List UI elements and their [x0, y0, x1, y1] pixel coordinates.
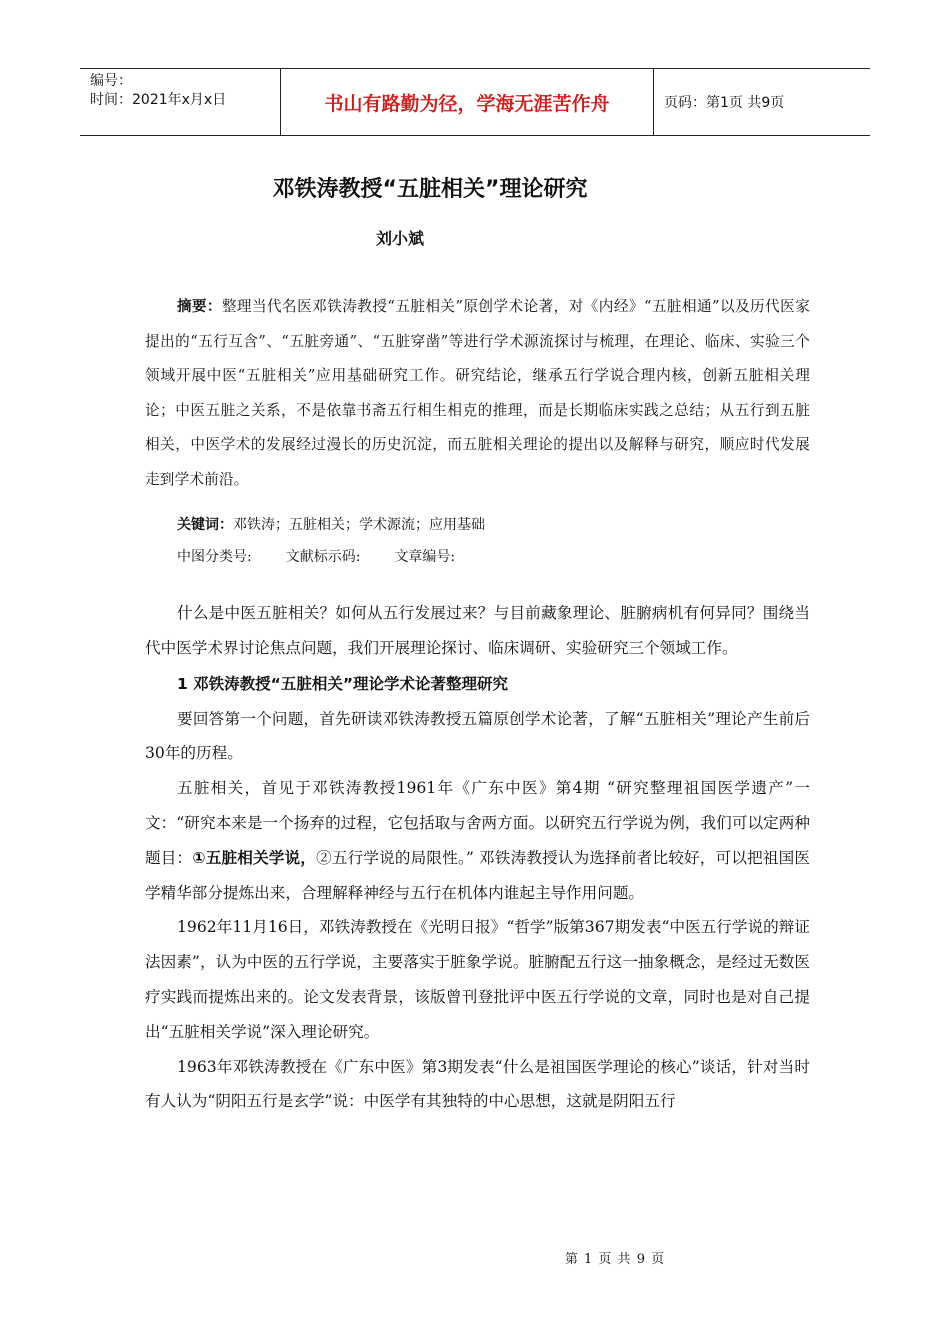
keywords-line [177, 514, 485, 534]
header-table [80, 68, 870, 136]
paragraph: 1963年邓铁涛教授在《广东中医》第3期发表“什么是祖国医学理论的核心”谈话，针对当时有人认为“阴阳五行是玄学”说：中医学有其独特的中心思想，这就是阴阳五行 [145, 1057, 810, 1111]
serial-label: 编号： [90, 73, 132, 89]
header-page-info: 页码：第1页 共9页 [664, 95, 785, 111]
classification-line [177, 546, 489, 566]
page-footer: 第 1 页 共 9 页 [564, 1252, 666, 1267]
paragraph: 1962年11月16日，邓铁涛教授在《光明日报》“哲学”版第367期发表“中医五行学说的辩证法因素”，认为中医的五行学说，主要落实于脏象学说。脏腑配五行这一抽象概念，是经过无数医疗实践而提炼出来的。论文发表背景，该版曾刊登批评中医五行学说的文章，同时也是对自己提出“五脏相关学说”深入理论研究。 [145, 918, 810, 1041]
article-no-label: 文章编号: [394, 549, 456, 565]
keywords-text: 邓铁涛；五脏相关；学术源流；应用基础 [233, 517, 485, 533]
header-meta-cell [80, 69, 280, 135]
abstract-label: 摘要： [177, 299, 222, 315]
paragraph [145, 771, 810, 910]
clc-label: 中图分类号: [177, 549, 252, 565]
header-motto: 书山有路勤为径，学海无涯苦作舟 [280, 69, 654, 135]
document-title: 邓铁涛教授“五脏相关”理论研究 [272, 177, 588, 202]
bold-phrase: ①五脏相关学说， [192, 848, 317, 867]
abstract-block [145, 290, 810, 497]
intro-paragraph: 什么是中医五脏相关？如何从五行发展过来？与目前藏象理论、脏腑病机有何异同？围绕当代中医学术界讨论焦点问题，我们开展理论探讨、临床调研、实验研究三个领域工作。 [145, 604, 810, 657]
keywords-label: 关键词： [177, 517, 233, 533]
paragraph-text: 五脏相关，首见于邓铁涛教授1961年《广东中医》第4期 “研究整理祖国医学遗产”一文：“研究本来是一个扬弃的过程，它包括取与舍两方面。以研究五行学说为例，我们可以定两种题目： [145, 779, 810, 867]
author-name: 刘小斌 [375, 229, 424, 248]
abstract-text: 整理当代名医邓铁涛教授“五脏相关”原创学术论著，对《内经》“五脏相通”以及历代医家提出的“五行互含”、“五脏旁通”、“五脏穿凿”等进行学术源流探讨与梳理，在理论、临床、实验三个领域开展中医“五脏相关”应用基础研究工作。研究结论，继承五行学说合理内核，创新五脏相关理论；中医五脏之关系，不是依靠书斋五行相生相克的推理，而是长期临床实践之总结；从五行到五脏相关，中医学术的发展经过漫长的历史沉淀，而五脏相关理论的提出以及解释与研究，顺应时代发展走到学术前沿。 [145, 298, 810, 488]
doc-code-label: 文献标示码: [285, 549, 361, 565]
date-line: 时间：2021年x月x日 [90, 92, 227, 108]
section-heading: 1 邓铁涛教授“五脏相关”理论学术论著整理研究 [177, 674, 509, 693]
paragraph-text: ②五行学说的局限性。” 邓铁涛教授认为选择前者比较好，可以把祖国医学精华部分提炼出来，合理解释神经与五行在机体内谁起主导作用问题。 [145, 848, 810, 902]
body-text [145, 596, 810, 1119]
paragraph: 要回答第一个问题，首先研读邓铁涛教授五篇原创学术论著，了解“五脏相关”理论产生前后30年的历程。 [145, 709, 810, 763]
